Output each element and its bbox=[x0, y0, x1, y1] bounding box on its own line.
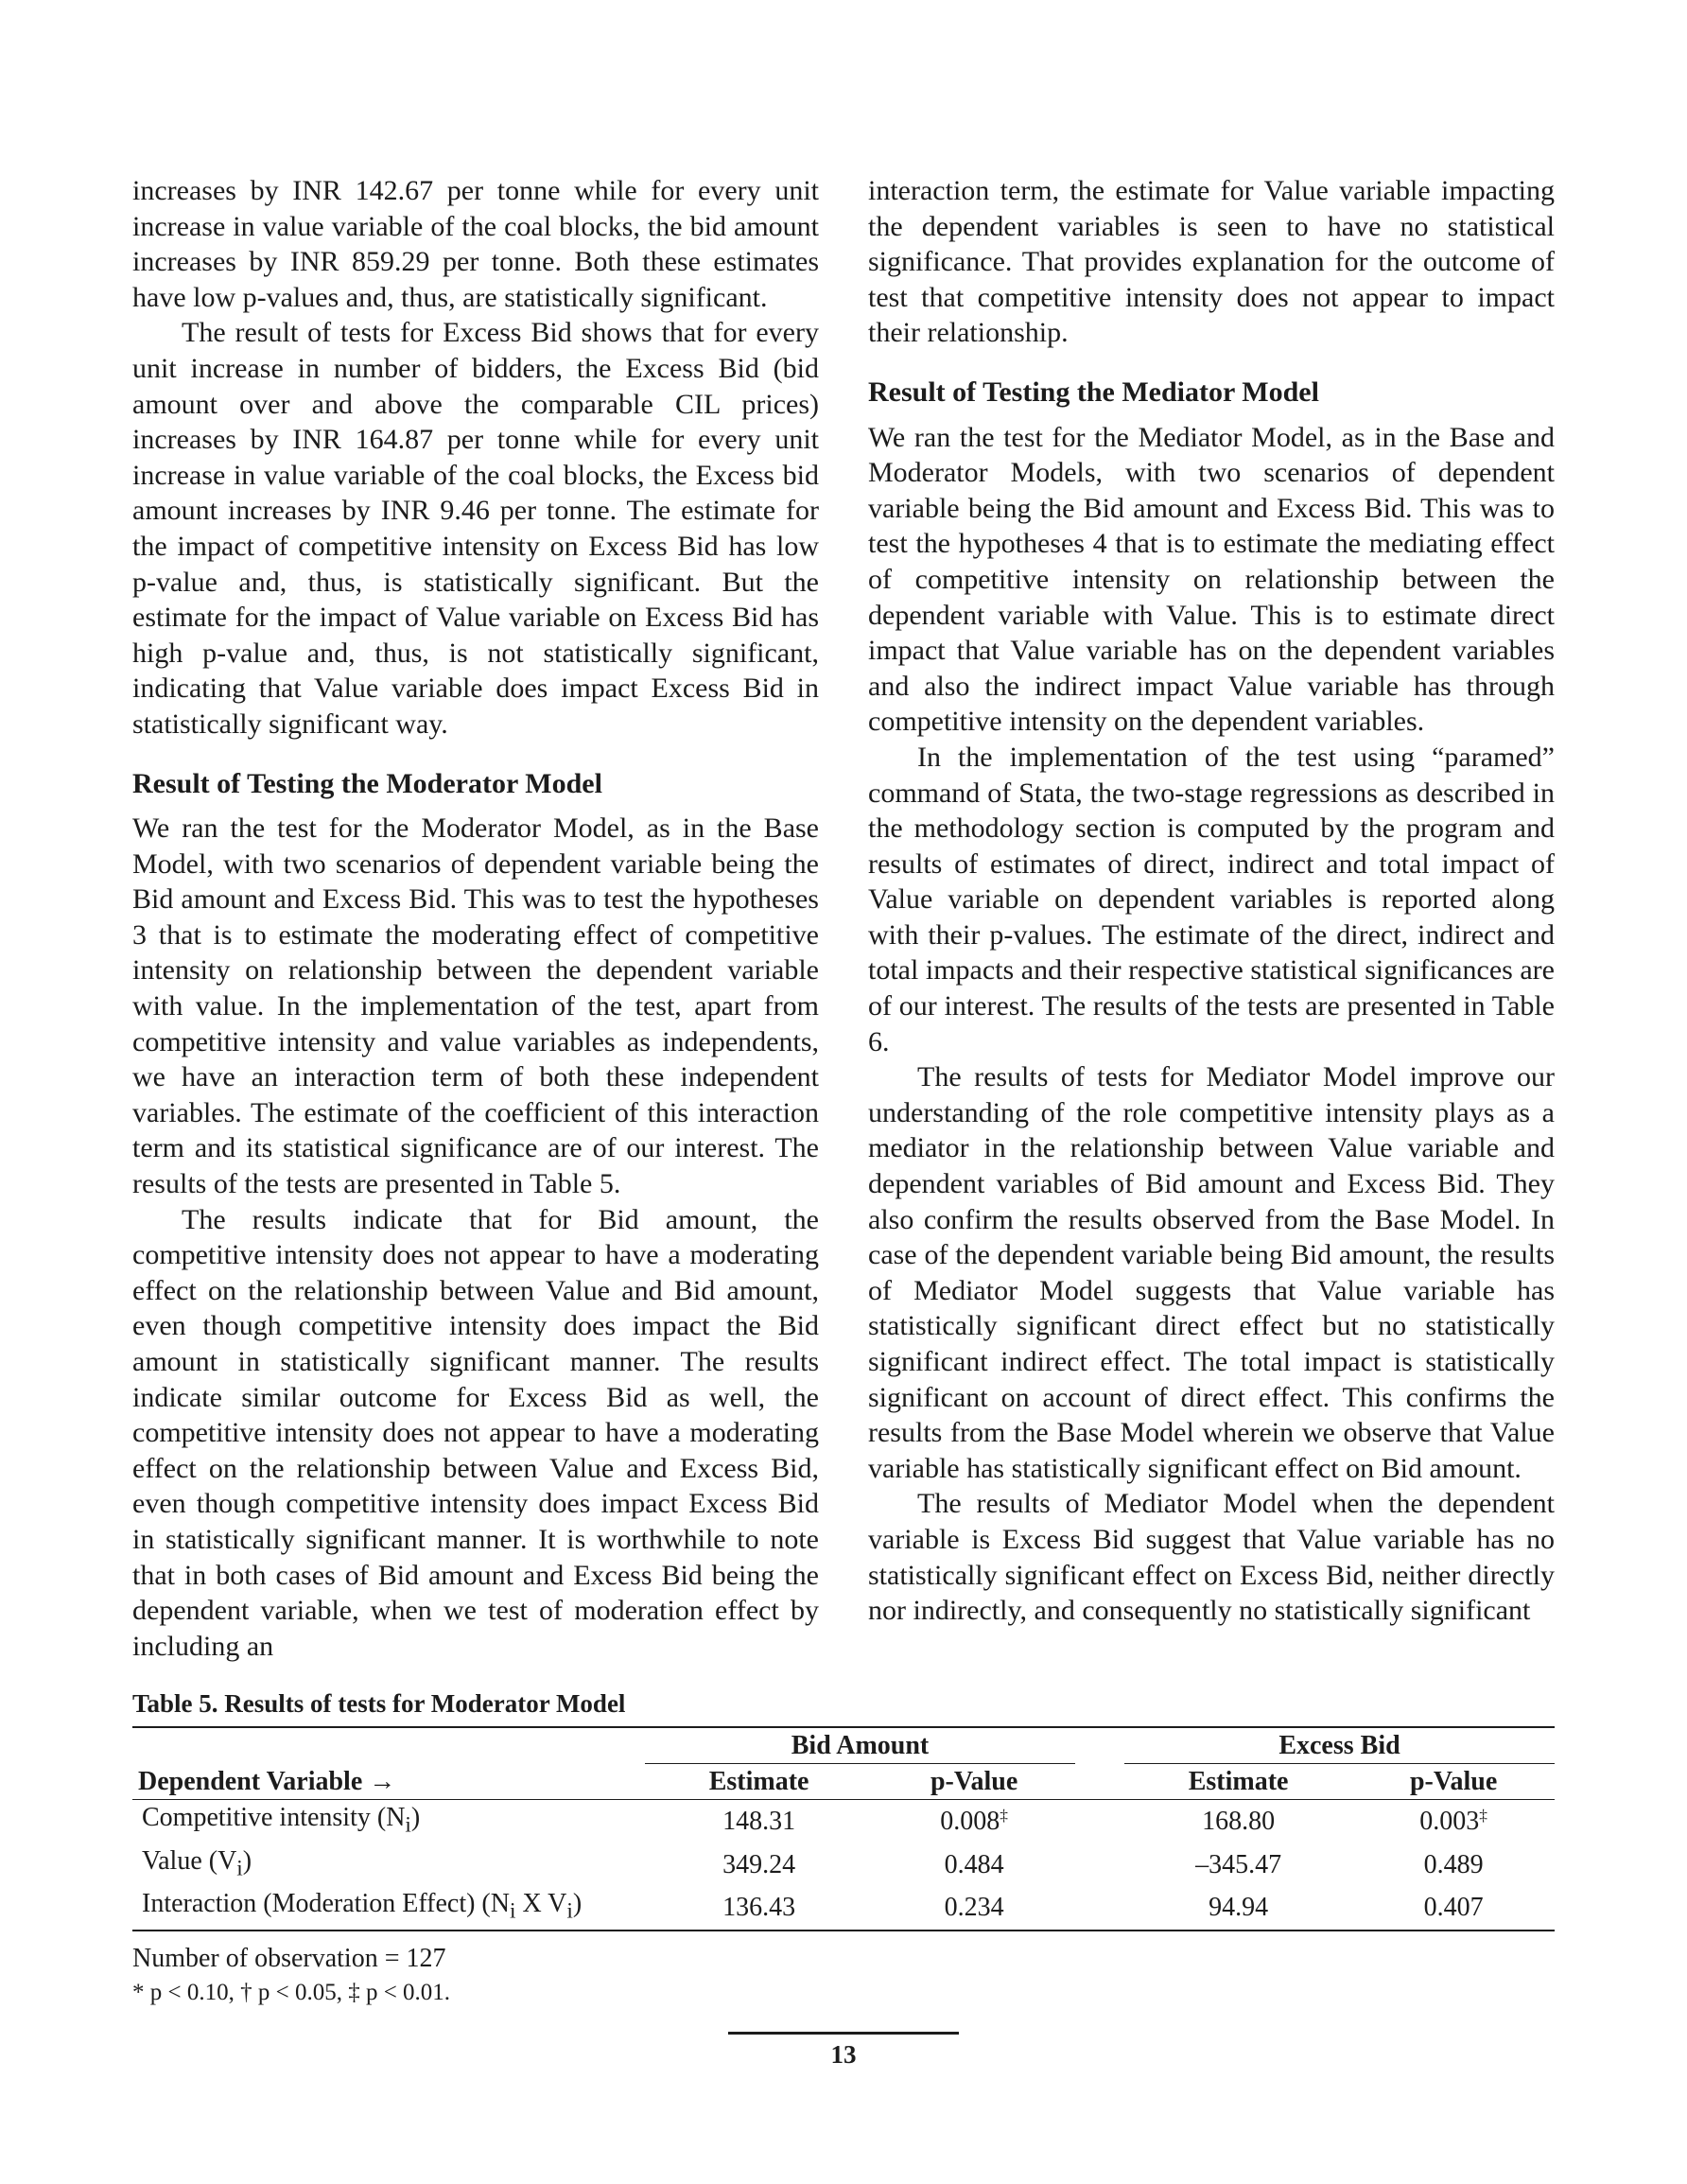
table-column-header-row bbox=[132, 1764, 1555, 1800]
left-column bbox=[132, 173, 819, 1664]
observation-note: Number of observation = 127 bbox=[132, 1943, 446, 1973]
right-column bbox=[868, 173, 1555, 1629]
gap-cell bbox=[1075, 1764, 1124, 1800]
empty-header-cell bbox=[132, 1727, 645, 1764]
paragraph: The results indicate that for Bid amount, the competitive intensity does not appear to have a moderating effect on the relationship between Value and Bid amount, even though competitive intensity does impact the Bid amount in statistically significant manner. The results indicate similar outcome for Excess Bid as well, the competitive intensity does not appear to have a moderating effect on the relationship between Value and Excess Bid, even though competitive intensity does impact Excess Bid in statistically significant manner. It is worthwhile to note that in both cases of Bid amount and Excess Bid being the dependent variable, when we test of moderation effect by including an bbox=[132, 1203, 819, 1662]
excess-pvalue-cell: 0.407 bbox=[1352, 1886, 1555, 1931]
section-heading: Result of Testing the Mediator Model bbox=[868, 376, 1319, 408]
estimate-header: Estimate bbox=[1124, 1764, 1352, 1800]
excess-estimate-cell: 94.94 bbox=[1124, 1886, 1352, 1931]
row-label: Competitive intensity $(N_i)$ bbox=[142, 1803, 421, 1838]
moderator-results-table bbox=[132, 1726, 1555, 1931]
pvalue-header: p-Value bbox=[873, 1764, 1075, 1800]
bid-pvalue-cell: 0.234 bbox=[873, 1886, 1075, 1931]
table-row bbox=[132, 1800, 1555, 1843]
table-group-header-row bbox=[132, 1727, 1555, 1764]
table-row bbox=[132, 1843, 1555, 1887]
excess-pvalue-cell: 0.489 bbox=[1423, 1849, 1484, 1879]
paragraph: We ran the test for the Moderator Model, as in the Base Model, with two scenarios of dependent variable being the Bid amount and Excess Bid. This was to test the hypotheses 3 that is to estimate the moderating effect of competitive intensity on relationship between the dependent variable with value. In the implementation of the test, apart from competitive intensity and value variables as independents, we have an interaction term of both these independent variables. The estimate of the coefficient of this interaction term and its statistical significance are of our interest. The results of the tests are presented in Table 5. bbox=[132, 812, 819, 1200]
paragraph: The results of tests for Mediator Model improve our understanding of the role competitive intensity plays as a mediator in the relationship between Value variable and dependent variables of Bid amount and Excess Bid. They also confirm the results observed from the Base Model. In case of the dependent variable being Bid amount, the results of Mediator Model suggests that Value variable has statistically significant direct effect but no statistically significant indirect effect. The total impact is statistically significant on account of direct effect. This confirms the results from the Base Model wherein we observe that Value variable has statistically significant effect on Bid amount. bbox=[868, 1061, 1555, 1484]
bid-estimate-cell: 148.31 bbox=[722, 1807, 796, 1837]
page-number-rule bbox=[728, 2032, 959, 2035]
paragraph: The results of Mediator Model when the dependent variable is Excess Bid suggest that Value variable has no statistically significant effect on Excess Bid, neither directly nor indirectly, and consequently no statistically significant bbox=[868, 1488, 1555, 1627]
paragraph: The result of tests for Excess Bid shows that for every unit increase in number of bidders, the Excess Bid (bid amount over and above the comparable CIL prices) increases by INR 164.87 per tonne while for every unit increase in value variable of the coal blocks, the Excess bid amount increases by INR 9.46 per tonne. The estimate for the impact of competitive intensity on Excess Bid has low p-value and, thus, is statistically significant. But the estimate for the impact of Value variable on Excess Bid has high p-value and, thus, is not statistically significant, indicating that Value variable does impact Excess Bid in statistically significant way. bbox=[132, 317, 819, 740]
paragraph: increases by INR 142.67 per tonne while for every unit increase in value variable of the coal blocks, the bid amount increases by INR 859.29 per tonne. Both these estimates have low p-values and, thus, are statistically significant. bbox=[132, 175, 819, 313]
group-header-bid-amount: Bid Amount bbox=[645, 1727, 1075, 1764]
bid-estimate-cell: 136.43 bbox=[645, 1886, 873, 1931]
excess-pvalue-cell: 0.003‡ bbox=[1419, 1806, 1487, 1837]
row-label: Interaction (Moderation Effect) ($N_i$ X $V_i$) bbox=[132, 1886, 645, 1931]
bid-pvalue-cell: 0.008‡ bbox=[940, 1806, 1008, 1837]
paragraph: We ran the test for the Mediator Model, as in the Base and Moderator Models, with two scenarios of dependent variable being the Bid amount and Excess Bid. This was to test the hypotheses 4 that is to estimate the mediating effect of competitive intensity on relationship between the dependent variable with Value. This is to estimate direct impact that Value variable has on the dependent variables and also the indirect impact Value variable has through competitive intensity on the dependent variables. bbox=[868, 421, 1555, 738]
dependent-variable-header: Dependent Variable → bbox=[132, 1764, 645, 1800]
results-table-block bbox=[132, 1688, 1555, 2009]
gap-cell bbox=[1075, 1727, 1124, 1764]
bid-estimate-cell: 349.24 bbox=[722, 1849, 796, 1879]
group-header-excess-bid: Excess Bid bbox=[1124, 1727, 1555, 1764]
row-label: Value $(V_i)$ bbox=[142, 1845, 252, 1881]
table-title: Table 5. Results of tests for Moderator Model bbox=[132, 1689, 626, 1718]
excess-estimate-cell: –345.47 bbox=[1195, 1849, 1282, 1879]
paragraph: interaction term, the estimate for Value variable impacting the dependent variables is seen to have no statistical significance. That provides explanation for the outcome of test that competitive intensity does not appear to impact their relationship. bbox=[868, 175, 1555, 349]
bid-pvalue-cell: 0.484 bbox=[944, 1849, 1004, 1879]
estimate-header: Estimate bbox=[645, 1764, 873, 1800]
significance-note: * p < 0.10, † p < 0.05, ‡ p < 0.01. bbox=[132, 1979, 451, 2005]
excess-estimate-cell: 168.80 bbox=[1202, 1807, 1276, 1837]
pvalue-header: p-Value bbox=[1352, 1764, 1555, 1800]
paragraph: In the implementation of the test using “paramed” command of Stata, the two-stage regressions as described in the methodology section is computed by the program and results of estimates of direct, indirect and total impact of Value variable on dependent variables is reported along with their p-values. The estimate of the direct, indirect and total impacts and their respective statistical significances are of our interest. The results of the tests are presented in Table 6. bbox=[868, 741, 1555, 1057]
table-row bbox=[132, 1886, 1555, 1931]
page-number: 13 bbox=[830, 2040, 857, 2069]
table-notes bbox=[132, 1941, 1555, 2009]
section-heading: Result of Testing the Moderator Model bbox=[132, 767, 602, 799]
